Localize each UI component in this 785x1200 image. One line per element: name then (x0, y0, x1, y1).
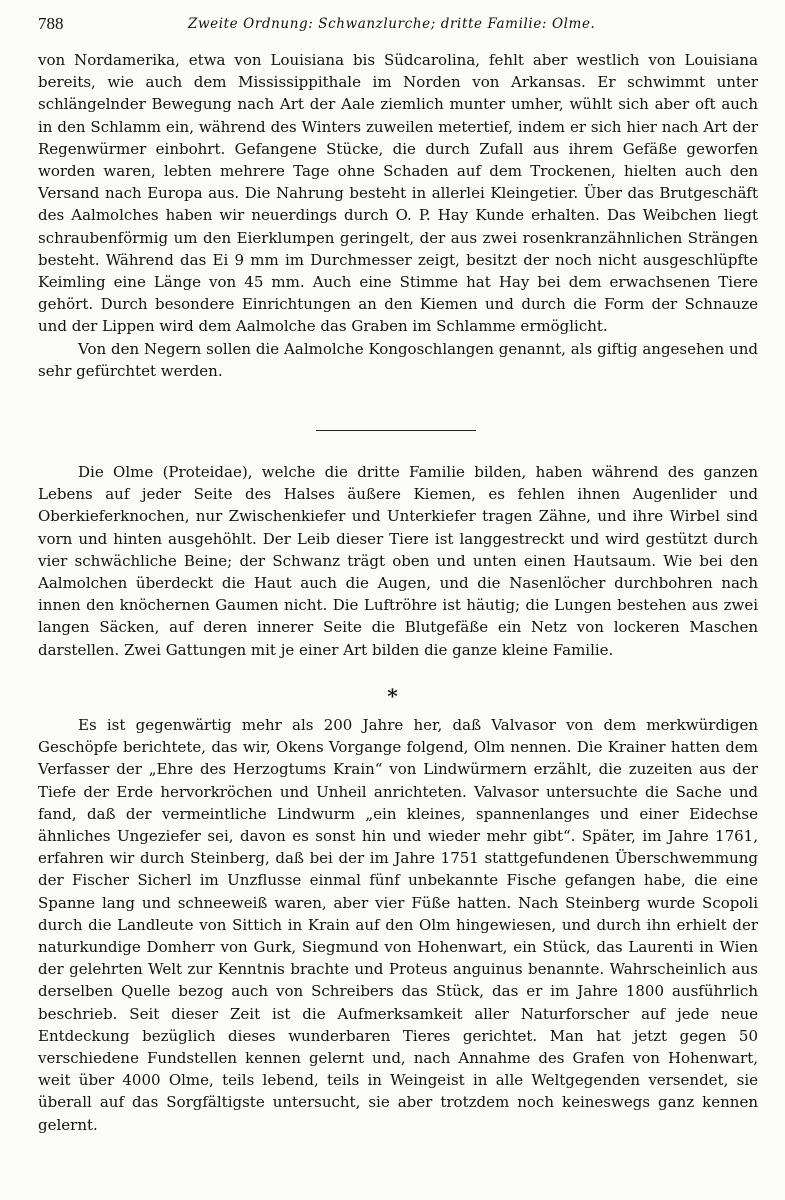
proteidae-section (38, 461, 758, 661)
asterisk-separator: * (387, 684, 398, 708)
paragraph-olm-history: Es ist gegenwärtig mehr als 200 Jahre her, daß Valvasor von dem merkwürdigen Geschöpfe berichtete, das wir, Okens Vorgange folgend, Olm nennen. Die Krainer hatten dem Verfasser der „Ehre des Herzogtums Krain“ von Lindwürmern erzählt, die zuzeiten aus der Tiefe der Erde hervorkröchen und Unheil anrichteten. Valvasor untersuchte die Sache und fand, daß der vermeintliche Lindwurm „ein kleines, spannenlanges und einer Eidechse ähnliches Ungeziefer sei, davon es sonst hin und wieder mehr gibt“. Später, im Jahre 1761, erfahren wir durch Steinberg, daß bei der im Jahre 1751 stattgefundenen Überschwemmung der Fischer Sicherl im Unzflusse einmal fünf unbekannte Fische gefangen habe, die eine Spanne lang und schneeweiß waren, aber vier Füße hatten. Nach Steinberg wurde Scopoli durch die Landleute von Sittich in Krain auf den Olm hingewiesen, und durch ihn erhielt der naturkundige Domherr von Gurk, Siegmund von Hohenwart, ein Stück, das Laurenti in Wien der gelehrten Welt zur Kenntnis brachte und Proteus anguinus benannte. Wahrscheinlich aus derselben Quelle bezog auch von Schreibers das Stück, das er im Jahre 1800 ausführlich beschrieb. Seit dieser Zeit ist die Aufmerksamkeit aller Naturforscher auf jede neue Entdeckung bezüglich dieses wunderbaren Tieres gerichtet. Man hat jetzt gegen 50 verschiedene Fundstellen kennen gelernt und, nach Annahme des Grafen von Hohenwart, weit über 4000 Olme, teils lebend, teils in Weingeist in alle Weltgegenden versendet, sie überall auf das Sorgfältigste untersucht, sie aber trotzdem noch keineswegs ganz kennen gelernt. (38, 716, 758, 1134)
paragraph-proteidae-family: Die Olme (Proteidae), welche die dritte Familie bilden, haben während des ganzen Lebens auf jeder Seite des Halses äußere Kiemen, es fehlen ihnen Augenlider und Oberkieferknochen, nur Zwischenkiefer und Unterkiefer tragen Zähne, und ihre Wirbel sind vorn und hinten ausgehöhlt. Der Leib dieser Tiere ist langgestreckt und wird gestützt durch vier schwächliche Beine; der Schwanz trägt oben und unten einen Hautsaum. Wie bei den Aalmolchen überdeckt die Haut auch die Augen, und die Nasenlöcher durchbohren nach innen den knöchernen Gaumen nicht. Die Luftröhre ist häutig; die Lungen bestehen aus zwei langen Säcken, auf deren innerer Seite die Blutgefäße ein Netz von lockeren Maschen darstellen. Zwei Gattungen mit je einer Art bilden die ganze kleine Familie. (38, 463, 758, 659)
paragraph-kongoschlangen: Von den Negern sollen die Aalmolche Kongoschlangen genannt, als giftig angesehen und sehr gefürchtet werden. (38, 339, 758, 380)
paragraph-aalmolch-habits: von Nordamerika, etwa von Louisiana bis Südcarolina, fehlt aber westlich von Louisiana bereits, wie auch dem Mississippithale im Norden von Arkansas. Er schwimmt unter schlängelnder Bewegung nach Art der Aale ziemlich munter umher, wühlt sich aber oft auch in den Schlamm ein, während des Winters zuweilen metertief, indem er sich hier nach Art der Regenwürmer einbohrt. Gefangene Stücke, die durch Zufall aus ihrem Gefäße geworfen worden waren, lebten mehrere Tage ohne Schaden auf dem Trockenen, hielten auch den Versand nach Europa aus. Die Nahrung besteht in allerlei Kleingetier. Über das Brutgeschäft des Aalmolches haben wir neuerdings durch O. P. Hay Kunde erhalten. Das Weibchen liegt schraubenförmig um den Eierklumpen geringelt, der aus zwei rosenkranzähnlichen Strängen besteht. Während das Ei 9 mm im Durchmesser zeigt, besitzt der noch nicht ausgeschlüpfte Keimling eine Länge von 45 mm. Auch eine Stimme hat Hay bei dem erwachsenen Tiere gehört. Durch besondere Einrichtungen an den Kiemen und durch die Form der Schnauze und der Lippen wird dem Aalmolche das Graben im Schlamme ermöglicht. (38, 51, 758, 336)
running-head: Zweite Ordnung: Schwanzlurche; dritte Familie: Olme. (188, 16, 596, 32)
olm-section (38, 714, 758, 1136)
page-header (38, 14, 760, 38)
page-number: 788 (38, 14, 64, 33)
continued-text-section (38, 49, 758, 382)
section-divider-rule (316, 430, 476, 431)
